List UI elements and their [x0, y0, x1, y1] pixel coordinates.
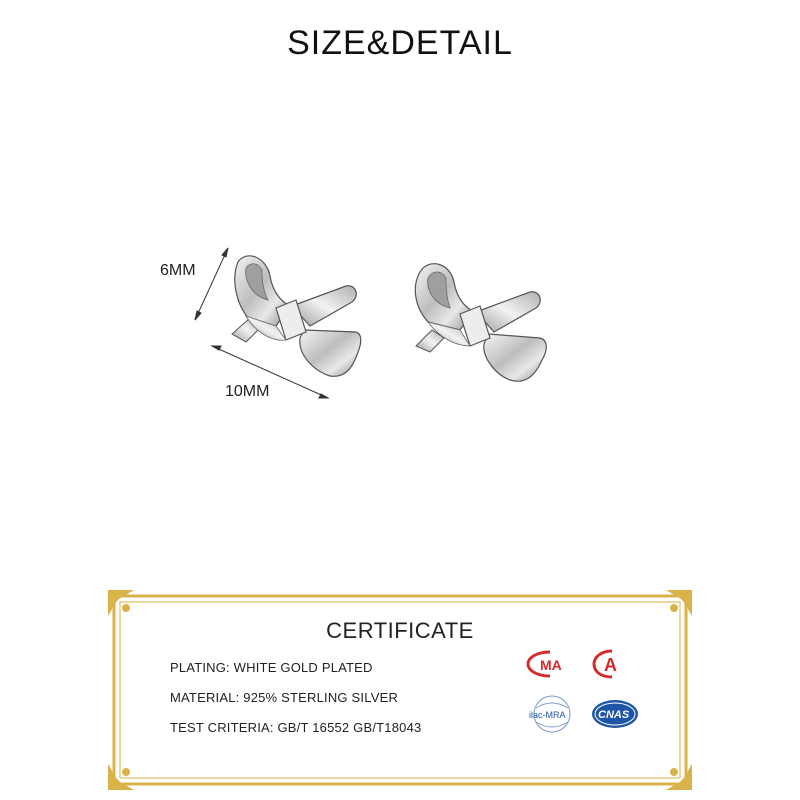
- certificate-panel: [108, 590, 692, 790]
- test-criteria-line: TEST CRITERIA: GB/T 16552 GB/T18043: [170, 720, 422, 735]
- cnas-logo-icon: [590, 698, 640, 730]
- height-dimension-arrow: [195, 248, 228, 320]
- svg-text:A: A: [604, 655, 617, 675]
- left-bow-earring-icon: [232, 256, 361, 376]
- ilac-mra-logo-icon: [526, 694, 578, 738]
- right-bow-earring-icon: [415, 264, 546, 381]
- svg-text:CNAS: CNAS: [598, 709, 630, 721]
- height-dimension-label: 6MM: [160, 262, 196, 279]
- cal-logo-icon: [590, 648, 634, 680]
- page-title: SIZE&DETAIL: [287, 24, 513, 62]
- width-dimension-label: 10MM: [225, 383, 270, 400]
- plating-line: PLATING: WHITE GOLD PLATED: [170, 660, 373, 675]
- cma-logo-icon: [526, 650, 574, 678]
- svg-text:MA: MA: [540, 657, 562, 673]
- svg-text:ilac-MRA: ilac-MRA: [529, 710, 566, 720]
- material-line: MATERIAL: 925% STERLING SILVER: [170, 690, 399, 705]
- certificate-title: CERTIFICATE: [326, 618, 474, 643]
